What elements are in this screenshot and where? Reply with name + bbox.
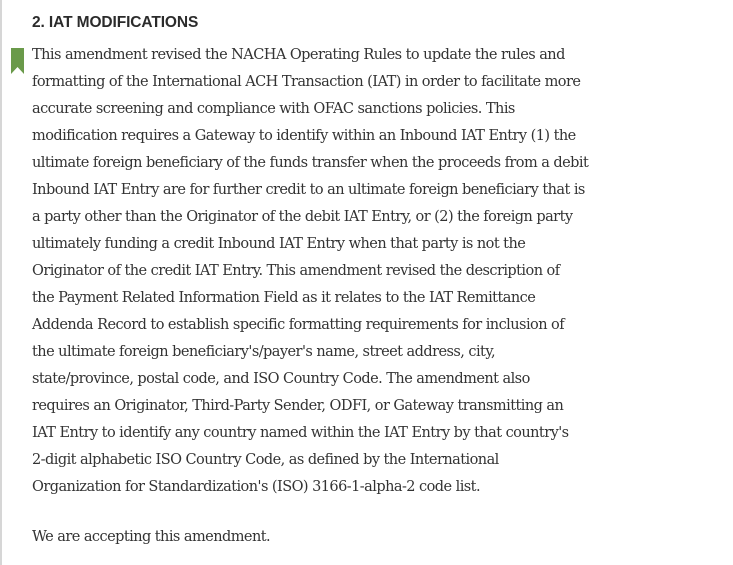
paragraph-line: Inbound IAT Entry are for further credit to an ultimate foreign beneficiary that is bbox=[32, 182, 585, 198]
paragraph-line: requires an Originator, Third-Party Sender, ODFI, or Gateway transmitting an bbox=[32, 398, 564, 414]
paragraph-line: modification requires a Gateway to identify within an Inbound IAT Entry (1) the bbox=[32, 128, 576, 144]
paragraph-line: This amendment revised the NACHA Operating Rules to update the rules and bbox=[32, 47, 565, 63]
paragraph-line: 2-digit alphabetic ISO Country Code, as defined by the International bbox=[32, 452, 499, 468]
paragraph-line: ultimately funding a credit Inbound IAT Entry when that party is not the bbox=[32, 236, 526, 252]
paragraph-line: Addenda Record to establish specific formatting requirements for inclusion of bbox=[32, 317, 565, 333]
bookmark-icon[interactable] bbox=[11, 48, 24, 74]
paragraph-line: state/province, postal code, and ISO Country Code. The amendment also bbox=[32, 371, 530, 387]
paragraph-line: the Payment Related Information Field as it relates to the IAT Remittance bbox=[32, 290, 536, 306]
amendment-paragraph bbox=[32, 42, 632, 501]
section-heading: 2. IAT MODIFICATIONS bbox=[32, 14, 199, 31]
paragraph-line: formatting of the International ACH Transaction (IAT) in order to facilitate more bbox=[32, 74, 581, 90]
bookmark-icon-shape bbox=[11, 48, 24, 74]
paragraph-line: Organization for Standardization's (ISO) 3166-1-alpha-2 code list. bbox=[32, 479, 481, 495]
paragraph-line: the ultimate foreign beneficiary's/payer's name, street address, city, bbox=[32, 344, 496, 360]
paragraph-line: a party other than the Originator of the debit IAT Entry, or (2) the foreign party bbox=[32, 209, 573, 225]
closing-statement: We are accepting this amendment. bbox=[32, 529, 271, 545]
paragraph-line: Originator of the credit IAT Entry. This amendment revised the description of bbox=[32, 263, 560, 279]
paragraph-line: accurate screening and compliance with OFAC sanctions policies. This bbox=[32, 101, 515, 117]
left-border-rule bbox=[0, 0, 2, 565]
paragraph-line: ultimate foreign beneficiary of the funds transfer when the proceeds from a debit bbox=[32, 155, 589, 171]
paragraph-line: IAT Entry to identify any country named within the IAT Entry by that country's bbox=[32, 425, 569, 441]
